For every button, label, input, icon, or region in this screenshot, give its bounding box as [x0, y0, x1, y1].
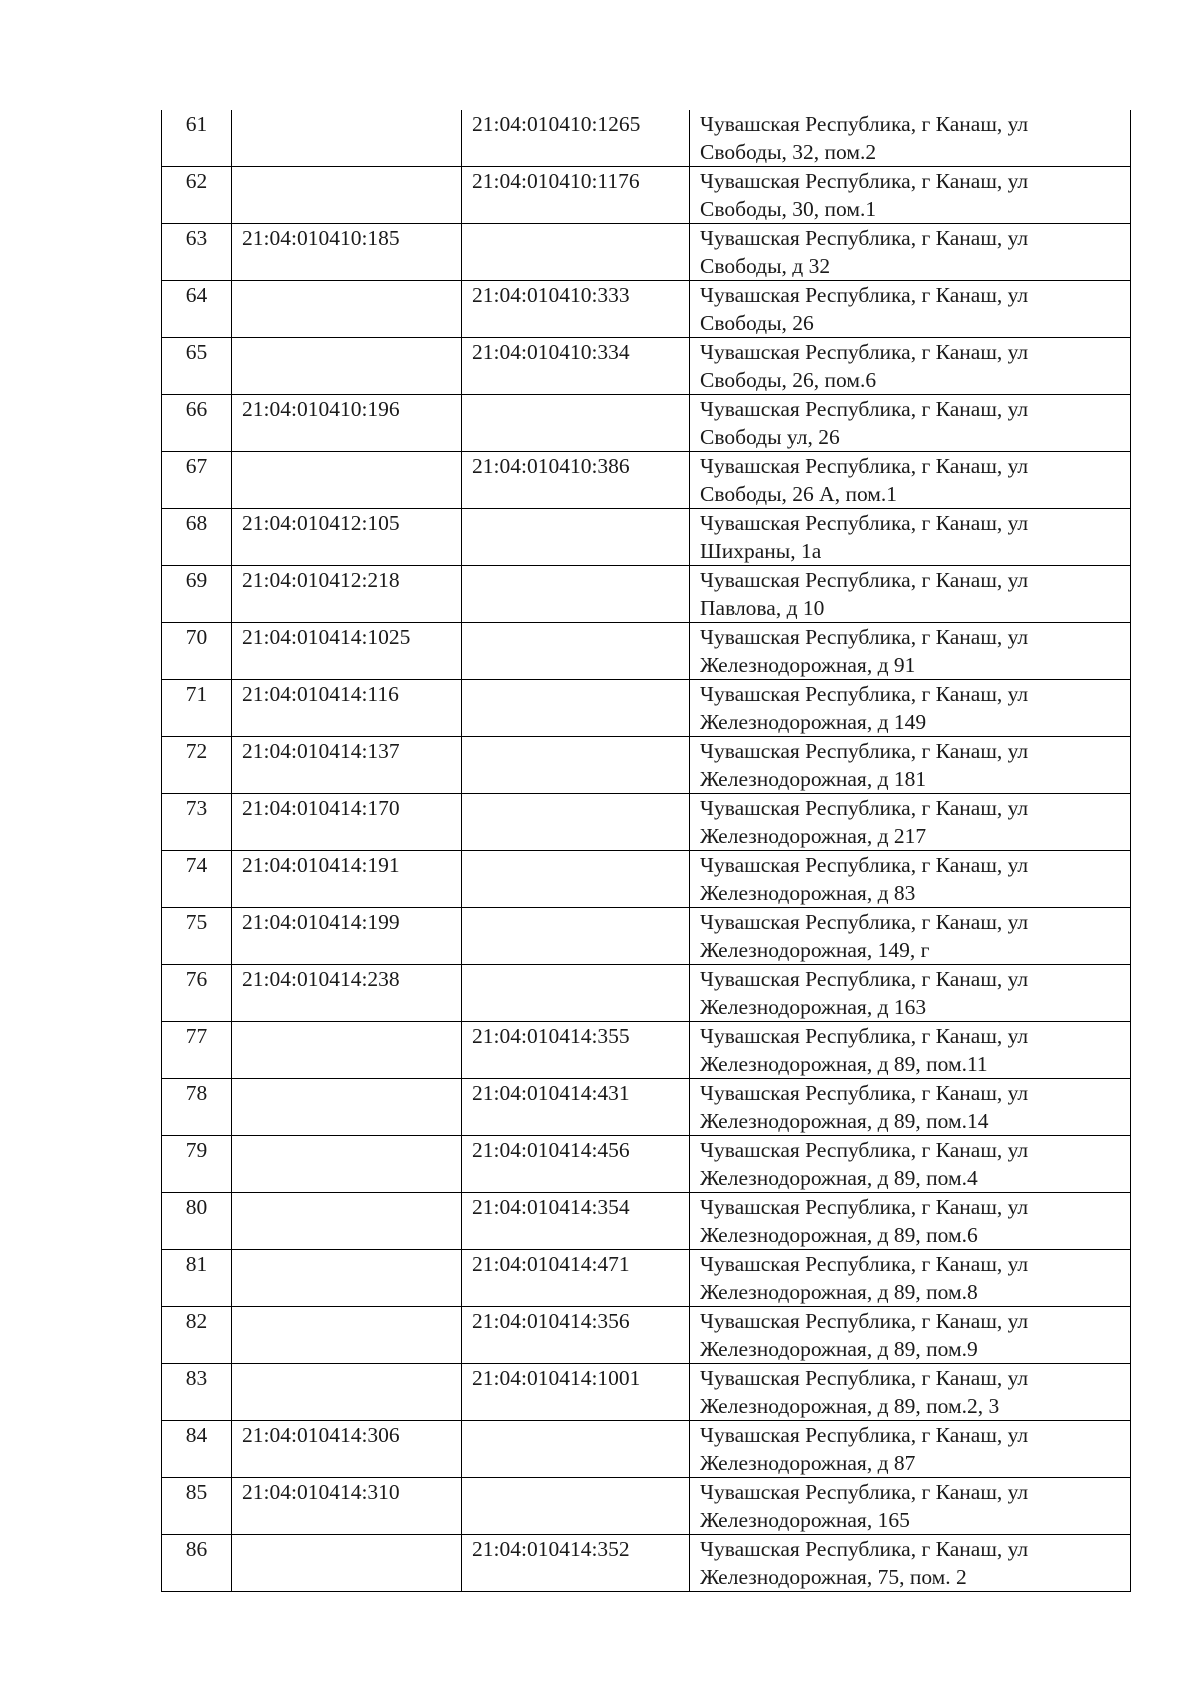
address-line-1: Чувашская Республика, г Канаш, ул	[700, 397, 1029, 421]
premises-cadastral-number-cell	[462, 1478, 690, 1535]
table-row	[162, 1478, 1131, 1535]
row-number-cell: 76	[162, 965, 232, 1022]
row-number-cell: 69	[162, 566, 232, 623]
table-row	[162, 509, 1131, 566]
premises-cadastral-number-cell: 21:04:010414:354	[462, 1193, 690, 1250]
table-row	[162, 1022, 1131, 1079]
address-cell	[690, 680, 1131, 737]
premises-cadastral-number-cell: 21:04:010414:431	[462, 1079, 690, 1136]
land-cadastral-number-cell: 21:04:010412:105	[232, 509, 462, 566]
address-line-1: Чувашская Республика, г Канаш, ул	[700, 1081, 1029, 1105]
table-row	[162, 281, 1131, 338]
row-number-cell: 83	[162, 1364, 232, 1421]
address-line-1: Чувашская Республика, г Канаш, ул	[700, 454, 1029, 478]
land-cadastral-number-cell: 21:04:010414:310	[232, 1478, 462, 1535]
land-cadastral-number-cell	[232, 1193, 462, 1250]
premises-cadastral-number-cell	[462, 965, 690, 1022]
land-cadastral-number-cell: 21:04:010414:238	[232, 965, 462, 1022]
address-cell	[690, 794, 1131, 851]
row-number-cell: 82	[162, 1307, 232, 1364]
premises-cadastral-number-cell	[462, 851, 690, 908]
address-line-2: Железнодорожная, д 89, пом.14	[700, 1109, 989, 1133]
address-cell	[690, 281, 1131, 338]
address-cell	[690, 965, 1131, 1022]
table-row	[162, 1535, 1131, 1592]
address-cell	[690, 1307, 1131, 1364]
premises-cadastral-number-cell: 21:04:010414:471	[462, 1250, 690, 1307]
address-cell	[690, 1193, 1131, 1250]
row-number-cell: 70	[162, 623, 232, 680]
address-cell	[690, 1136, 1131, 1193]
land-cadastral-number-cell	[232, 452, 462, 509]
row-number-cell: 64	[162, 281, 232, 338]
table-row	[162, 908, 1131, 965]
table-row	[162, 794, 1131, 851]
address-cell	[690, 509, 1131, 566]
address-cell	[690, 1364, 1131, 1421]
address-line-2: Железнодорожная, д 163	[700, 995, 927, 1019]
address-line-1: Чувашская Республика, г Канаш, ул	[700, 739, 1029, 763]
premises-cadastral-number-cell: 21:04:010414:456	[462, 1136, 690, 1193]
address-line-2: Железнодорожная, 75, пом. 2	[700, 1565, 967, 1589]
table-row	[162, 965, 1131, 1022]
row-number-cell: 79	[162, 1136, 232, 1193]
table-row	[162, 1250, 1131, 1307]
address-line-2: Железнодорожная, д 181	[700, 767, 927, 791]
address-cell	[690, 224, 1131, 281]
row-number-cell: 80	[162, 1193, 232, 1250]
address-line-2: Железнодорожная, 149, г	[700, 938, 930, 962]
row-number-cell: 68	[162, 509, 232, 566]
table-row	[162, 1364, 1131, 1421]
premises-cadastral-number-cell	[462, 509, 690, 566]
premises-cadastral-number-cell	[462, 680, 690, 737]
address-line-2: Железнодорожная, д 89, пом.6	[700, 1223, 978, 1247]
address-line-1: Чувашская Республика, г Канаш, ул	[700, 1423, 1029, 1447]
address-line-1: Чувашская Республика, г Канаш, ул	[700, 568, 1029, 592]
address-line-2: Железнодорожная, д 89, пом.9	[700, 1337, 978, 1361]
address-line-1: Чувашская Республика, г Канаш, ул	[700, 967, 1029, 991]
land-cadastral-number-cell	[232, 167, 462, 224]
address-cell	[690, 908, 1131, 965]
address-cell	[690, 1421, 1131, 1478]
premises-cadastral-number-cell	[462, 623, 690, 680]
address-line-1: Чувашская Республика, г Канаш, ул	[700, 853, 1029, 877]
row-number-cell: 74	[162, 851, 232, 908]
premises-cadastral-number-cell: 21:04:010410:1176	[462, 167, 690, 224]
premises-cadastral-number-cell: 21:04:010414:355	[462, 1022, 690, 1079]
table-row	[162, 1193, 1131, 1250]
row-number-cell: 77	[162, 1022, 232, 1079]
address-line-2: Павлова, д 10	[700, 596, 825, 620]
premises-cadastral-number-cell	[462, 794, 690, 851]
address-line-1: Чувашская Республика, г Канаш, ул	[700, 511, 1029, 535]
land-cadastral-number-cell	[232, 1535, 462, 1592]
address-line-1: Чувашская Республика, г Канаш, ул	[700, 682, 1029, 706]
address-line-2: Железнодорожная, 165	[700, 1508, 910, 1532]
table-row	[162, 167, 1131, 224]
land-cadastral-number-cell: 21:04:010414:191	[232, 851, 462, 908]
address-line-2: Свободы, 26 А, пом.1	[700, 482, 898, 506]
premises-cadastral-number-cell	[462, 566, 690, 623]
row-number-cell: 86	[162, 1535, 232, 1592]
property-table-container	[161, 110, 1130, 1592]
address-line-2: Железнодорожная, д 83	[700, 881, 916, 905]
table-row	[162, 110, 1131, 167]
address-cell	[690, 1478, 1131, 1535]
row-number-cell: 85	[162, 1478, 232, 1535]
address-cell	[690, 110, 1131, 167]
address-line-2: Железнодорожная, д 149	[700, 710, 927, 734]
premises-cadastral-number-cell: 21:04:010414:1001	[462, 1364, 690, 1421]
premises-cadastral-number-cell	[462, 395, 690, 452]
address-line-1: Чувашская Республика, г Канаш, ул	[700, 1252, 1029, 1276]
premises-cadastral-number-cell: 21:04:010414:352	[462, 1535, 690, 1592]
address-line-2: Свободы, 26, пом.6	[700, 368, 877, 392]
table-row	[162, 395, 1131, 452]
row-number-cell: 61	[162, 110, 232, 167]
address-line-1: Чувашская Республика, г Канаш, ул	[700, 1309, 1029, 1333]
address-line-2: Свободы, 32, пом.2	[700, 140, 877, 164]
address-line-2: Свободы, 26	[700, 311, 814, 335]
land-cadastral-number-cell	[232, 1022, 462, 1079]
address-line-2: Железнодорожная, д 217	[700, 824, 927, 848]
land-cadastral-number-cell: 21:04:010412:218	[232, 566, 462, 623]
address-cell	[690, 1022, 1131, 1079]
row-number-cell: 62	[162, 167, 232, 224]
row-number-cell: 71	[162, 680, 232, 737]
address-line-1: Чувашская Республика, г Канаш, ул	[700, 1537, 1029, 1561]
row-number-cell: 78	[162, 1079, 232, 1136]
land-cadastral-number-cell	[232, 281, 462, 338]
address-line-2: Шихраны, 1а	[700, 539, 822, 563]
address-line-1: Чувашская Республика, г Канаш, ул	[700, 283, 1029, 307]
premises-cadastral-number-cell	[462, 1421, 690, 1478]
table-row	[162, 851, 1131, 908]
table-row	[162, 623, 1131, 680]
address-cell	[690, 167, 1131, 224]
property-table-body	[162, 110, 1131, 1592]
premises-cadastral-number-cell	[462, 224, 690, 281]
land-cadastral-number-cell: 21:04:010414:306	[232, 1421, 462, 1478]
table-row	[162, 338, 1131, 395]
land-cadastral-number-cell: 21:04:010410:196	[232, 395, 462, 452]
land-cadastral-number-cell: 21:04:010414:1025	[232, 623, 462, 680]
table-row	[162, 224, 1131, 281]
row-number-cell: 66	[162, 395, 232, 452]
address-line-1: Чувашская Республика, г Канаш, ул	[700, 1480, 1029, 1504]
table-row	[162, 1136, 1131, 1193]
table-row	[162, 1079, 1131, 1136]
table-row	[162, 566, 1131, 623]
table-row	[162, 1421, 1131, 1478]
premises-cadastral-number-cell: 21:04:010410:334	[462, 338, 690, 395]
land-cadastral-number-cell: 21:04:010414:170	[232, 794, 462, 851]
address-cell	[690, 1535, 1131, 1592]
address-line-2: Железнодорожная, д 87	[700, 1451, 916, 1475]
address-cell	[690, 566, 1131, 623]
premises-cadastral-number-cell: 21:04:010410:1265	[462, 110, 690, 167]
row-number-cell: 75	[162, 908, 232, 965]
premises-cadastral-number-cell	[462, 908, 690, 965]
land-cadastral-number-cell	[232, 1250, 462, 1307]
table-row	[162, 1307, 1131, 1364]
address-line-1: Чувашская Республика, г Канаш, ул	[700, 226, 1029, 250]
address-line-1: Чувашская Республика, г Канаш, ул	[700, 1138, 1029, 1162]
land-cadastral-number-cell: 21:04:010410:185	[232, 224, 462, 281]
land-cadastral-number-cell	[232, 1079, 462, 1136]
address-line-2: Свободы ул, 26	[700, 425, 840, 449]
row-number-cell: 84	[162, 1421, 232, 1478]
address-line-2: Железнодорожная, д 89, пом.2, 3	[700, 1394, 1000, 1418]
address-line-2: Свободы, д 32	[700, 254, 831, 278]
row-number-cell: 65	[162, 338, 232, 395]
address-line-1: Чувашская Республика, г Канаш, ул	[700, 340, 1029, 364]
address-line-2: Железнодорожная, д 89, пом.8	[700, 1280, 978, 1304]
address-line-2: Железнодорожная, д 89, пом.11	[700, 1052, 988, 1076]
address-line-1: Чувашская Республика, г Канаш, ул	[700, 625, 1029, 649]
land-cadastral-number-cell	[232, 1307, 462, 1364]
table-row	[162, 680, 1131, 737]
premises-cadastral-number-cell: 21:04:010410:333	[462, 281, 690, 338]
address-line-1: Чувашская Республика, г Канаш, ул	[700, 112, 1029, 136]
premises-cadastral-number-cell: 21:04:010410:386	[462, 452, 690, 509]
address-cell	[690, 623, 1131, 680]
address-line-1: Чувашская Республика, г Канаш, ул	[700, 910, 1029, 934]
property-table	[161, 110, 1131, 1592]
address-line-1: Чувашская Республика, г Канаш, ул	[700, 1366, 1029, 1390]
premises-cadastral-number-cell	[462, 737, 690, 794]
row-number-cell: 81	[162, 1250, 232, 1307]
address-line-1: Чувашская Республика, г Канаш, ул	[700, 1024, 1029, 1048]
address-line-1: Чувашская Республика, г Канаш, ул	[700, 169, 1029, 193]
row-number-cell: 67	[162, 452, 232, 509]
row-number-cell: 63	[162, 224, 232, 281]
address-cell	[690, 851, 1131, 908]
address-cell	[690, 395, 1131, 452]
land-cadastral-number-cell	[232, 110, 462, 167]
address-cell	[690, 737, 1131, 794]
address-cell	[690, 1079, 1131, 1136]
address-cell	[690, 338, 1131, 395]
address-line-2: Свободы, 30, пом.1	[700, 197, 877, 221]
row-number-cell: 73	[162, 794, 232, 851]
land-cadastral-number-cell	[232, 1136, 462, 1193]
address-line-2: Железнодорожная, д 89, пом.4	[700, 1166, 978, 1190]
address-line-2: Железнодорожная, д 91	[700, 653, 916, 677]
land-cadastral-number-cell: 21:04:010414:116	[232, 680, 462, 737]
land-cadastral-number-cell: 21:04:010414:137	[232, 737, 462, 794]
land-cadastral-number-cell: 21:04:010414:199	[232, 908, 462, 965]
premises-cadastral-number-cell: 21:04:010414:356	[462, 1307, 690, 1364]
land-cadastral-number-cell	[232, 1364, 462, 1421]
address-cell	[690, 1250, 1131, 1307]
address-line-1: Чувашская Республика, г Канаш, ул	[700, 796, 1029, 820]
address-cell	[690, 452, 1131, 509]
address-line-1: Чувашская Республика, г Канаш, ул	[700, 1195, 1029, 1219]
table-row	[162, 737, 1131, 794]
land-cadastral-number-cell	[232, 338, 462, 395]
row-number-cell: 72	[162, 737, 232, 794]
table-row	[162, 452, 1131, 509]
